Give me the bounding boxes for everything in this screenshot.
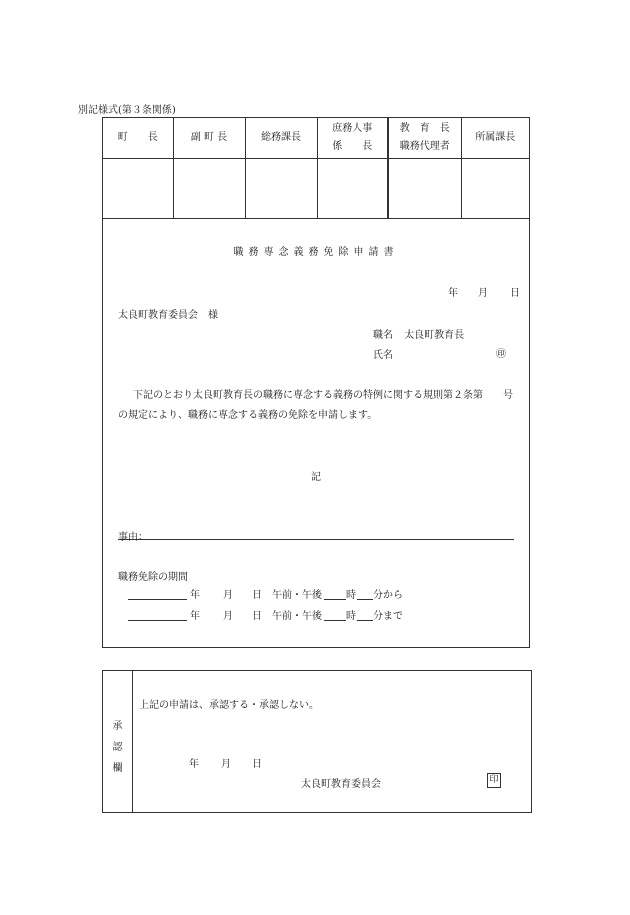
name-line[interactable] xyxy=(373,346,393,361)
date-year-label: 年 xyxy=(448,288,458,299)
stamp-cell-superintendent[interactable] xyxy=(388,159,461,219)
approval-stamp-table xyxy=(103,118,529,219)
stamp-cell-mayor[interactable] xyxy=(103,159,173,219)
period-label: 職務免除の期間 xyxy=(118,572,188,583)
header-personnel-chief: 庶務人事 係 長 xyxy=(317,118,388,159)
header-section-chief: 所属課長 xyxy=(461,118,529,159)
stamp-cell-section-chief[interactable] xyxy=(461,159,529,219)
date-month-label: 月 xyxy=(478,288,488,299)
header-superintendent: 教 育 長 職務代理者 xyxy=(388,118,461,159)
request-paragraph-line1: 下記のとおり太良町教育長の職務に専念する義務の特例に関する規則第２条第 号 xyxy=(133,390,513,401)
approval-text[interactable]: 上記の申請は、承認する・承認しない。 xyxy=(139,700,319,711)
seal-mark: ㊞ xyxy=(496,349,506,360)
stamp-cell-personnel-chief[interactable] xyxy=(317,159,388,219)
stamp-cell-deputy-mayor[interactable] xyxy=(173,159,245,219)
stamp-cell-general-affairs-chief[interactable] xyxy=(245,159,317,219)
official-stamp: 印 xyxy=(487,773,501,788)
date-day-label: 日 xyxy=(510,288,520,299)
request-paragraph-line2: の規定により、職務に専念する義務の免除を申請します。 xyxy=(118,410,378,421)
header-deputy-mayor: 副 町 長 xyxy=(173,118,245,159)
ki-heading: 記 xyxy=(311,472,321,483)
recipient: 太良町教育委員会 様 xyxy=(118,310,218,321)
document-title: 職務専念義務免除申請書 xyxy=(233,247,399,258)
position-line xyxy=(373,326,464,341)
reason-label: 事由： xyxy=(118,532,148,543)
application-form: 町 長 副 町 長 総務課長 庶務人事 係 長 教 育 長 職務代理者 所属課長 職務専念義務免除申請書 年 月 日 太良町教育委員会 様 職名 太良町教育長 氏名 ㊞ 下記のとおり太良町教育長の職務に専念する義務の特例に関する規則第２条第 号 の規定により、職務に専念する義務の免除を申請します。 記 事由： 職務免除の期間 年 月 日 午前・午後 時 分から 年 月 日 午前・午後 時 分まで xyxy=(102,117,530,648)
committee-name: 太良町教育委員会 xyxy=(301,779,381,790)
name-label: 氏名 xyxy=(373,350,393,361)
approval-side-label: 承 認 欄 xyxy=(103,671,133,812)
header-general-affairs-chief: 総務課長 xyxy=(245,118,317,159)
header-mayor: 町 長 xyxy=(103,118,173,159)
position-label: 職名 xyxy=(373,330,393,341)
position-value: 太良町教育長 xyxy=(404,330,465,341)
form-label: 別記様式(第３条関係) xyxy=(78,105,176,116)
approval-section: 承 認 欄 上記の申請は、承認する・承認しない。 年 月 日 太良町教育委員会 印 xyxy=(102,670,532,813)
reason-field[interactable] xyxy=(118,539,514,540)
